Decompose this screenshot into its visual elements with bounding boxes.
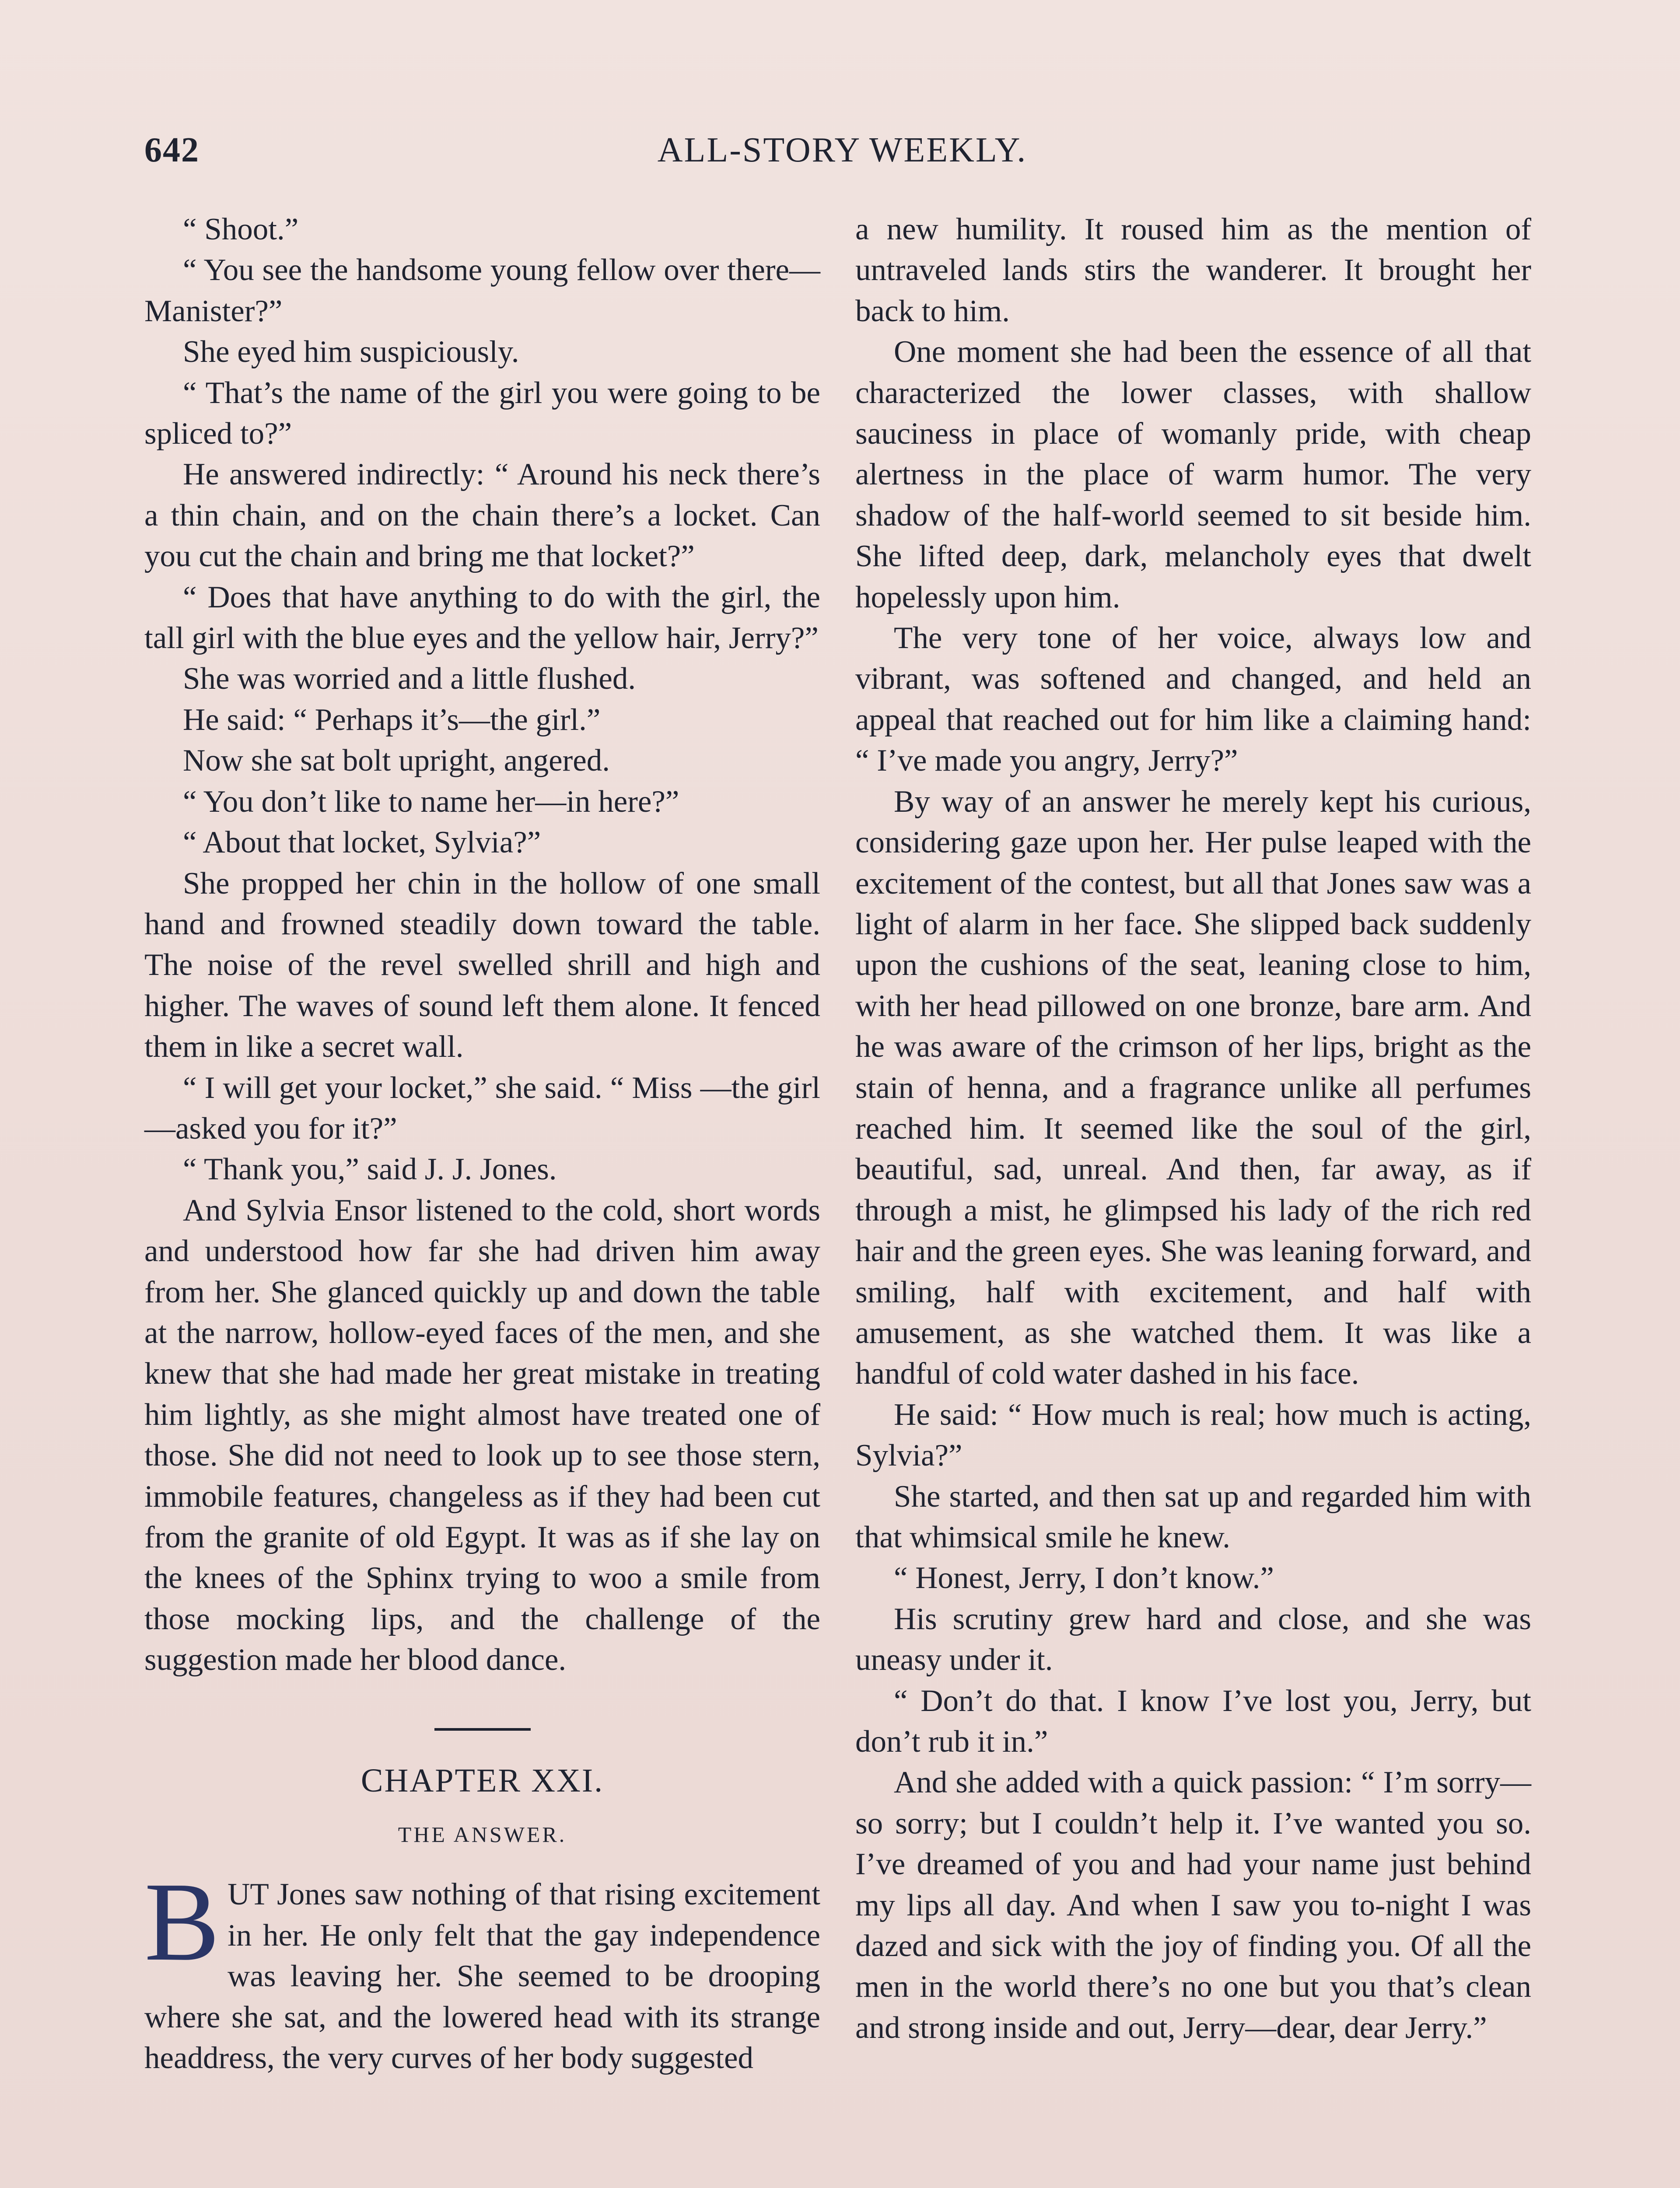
paragraph: Now she sat bolt upright, angered. <box>183 743 610 778</box>
page-number: 642 <box>144 131 200 169</box>
paragraph: “ About that locket, Sylvia?” <box>183 825 541 860</box>
paragraph: “ You see the handsome young fellow over there—Manister?” <box>144 253 820 328</box>
paragraph: “ Shoot.” <box>183 212 299 246</box>
page-header <box>144 130 1540 179</box>
paragraph: She started, and then sat up and regarded him with that whimsical smile he knew. <box>855 1479 1531 1554</box>
paragraph: “ I will get your locket,” she said. “ Miss —the girl—asked you for it?” <box>144 1070 820 1146</box>
paragraph: She eyed him suspiciously. <box>183 335 519 369</box>
paragraph: One moment she had been the essence of all that characterized the lower classes, with shallow sauciness in place of womanly pride, with cheap alertness in the place of warm humor. The very shadow of the half-world seemed to sit beside him. She lifted deep, dark, melancholy eyes that dwelt hopelessly upon him. <box>855 335 1531 614</box>
paragraph: She propped her chin in the hollow of one small hand and frowned steadily down toward the table. The noise of the revel swelled shrill and high and higher. The waves of sound left them alone. It fenced them in like a secret wall. <box>144 866 820 1064</box>
paragraph: He answered indirectly: “ Around his neck there’s a thin chain, and on the chain there’s a locket. Can you cut the chain and bring me that locket?” <box>144 457 820 574</box>
drop-cap: B <box>144 1859 220 1985</box>
running-head: ALL-STORY WEEKLY. <box>657 131 1027 169</box>
paragraph: By way of an answer he merely kept his curious, considering gaze upon her. Her pulse leaped with the excitement of the contest, but all that Jones saw was a light of alarm in her face. She slipped back suddenly upon the cushions of the seat, leaning close to him, with her head pillowed on one bronze, bare arm. And he was aware of the crimson of her lips, bright as the stain of henna, and a fragrance unlike all perfumes reached him. It seemed like the soul of the girl, beautiful, sad, unreal. And then, far away, as if through a mist, he glimpsed his lady of the rich red hair and the green eyes. She was leaning forward, and smiling, half with excitement, and half with amusement, as she watched them. It was like a handful of cold water dashed in his face. <box>855 784 1531 1391</box>
paragraph: And Sylvia Ensor listened to the cold, short words and understood how far she had driven him away from her. She glanced quickly up and down the table at the narrow, hollow-eyed faces of the men, and she knew that she had made her great mistake in treating him lightly, as she might almost have treated one of those. She did not need to look up to see those stern, immobile features, changeless as if they had been cut from the granite of old Egypt. It was as if she lay on the knees of the Sphinx trying to woo a smile from those mocking lips, and the challenge of the suggestion made her blood dance. <box>144 1193 820 1677</box>
paragraph: “ Does that have anything to do with the girl, the tall girl with the blue eyes and the yellow hair, Jerry?” <box>144 580 820 656</box>
chapter-divider-rule <box>434 1728 531 1731</box>
paragraph: “ You don’t like to name her—in here?” <box>183 784 679 819</box>
chapter-subtitle: THE ANSWER. <box>398 1822 567 1847</box>
paragraph: “ Honest, Jerry, I don’t know.” <box>894 1561 1274 1595</box>
paragraph: “ Don’t do that. I know I’ve lost you, Jerry, but don’t rub it in.” <box>855 1683 1531 1759</box>
paragraph: “ That’s the name of the girl you were going to be spliced to?” <box>144 375 820 451</box>
left-column <box>144 209 820 2079</box>
chapter-opening-text: UT Jones saw nothing of that rising excitement in her. He only felt that the gay independence was leaving her. She seemed to be drooping where she sat, and the lowered head with its strange headdress, the very curves of her body suggested <box>144 1877 820 2076</box>
chapter-opening-paragraph <box>144 1859 820 2079</box>
chapter-heading: CHAPTER XXI. <box>360 1762 604 1799</box>
paragraph: He said: “ Perhaps it’s—the girl.” <box>183 702 601 737</box>
right-column <box>855 209 1531 2048</box>
paragraph-continued: a new humility. It roused him as the mention of untraveled lands stirs the wanderer. It brought her back to him. <box>855 212 1531 328</box>
paragraph: “ Thank you,” said J. J. Jones. <box>183 1152 557 1187</box>
paragraph: The very tone of her voice, always low and vibrant, was softened and changed, and held an appeal that reached out for him like a claiming hand: “ I’ve made you angry, Jerry?” <box>855 621 1531 778</box>
paragraph: She was worried and a little flushed. <box>183 662 636 696</box>
paragraph: He said: “ How much is real; how much is acting, Sylvia?” <box>855 1397 1531 1473</box>
paragraph: And she added with a quick passion: “ I’m sorry—so sorry; but I couldn’t help it. I’ve wanted you so. I’ve dreamed of you and had your name just behind my lips all day. And when I saw you to-night I was dazed and sick with the joy of finding you. Of all the men in the world there’s no one but you that’s clean and strong inside and out, Jerry—dear, dear Jerry.” <box>855 1765 1531 2045</box>
paragraph: His scrutiny grew hard and close, and she was uneasy under it. <box>855 1602 1531 1677</box>
